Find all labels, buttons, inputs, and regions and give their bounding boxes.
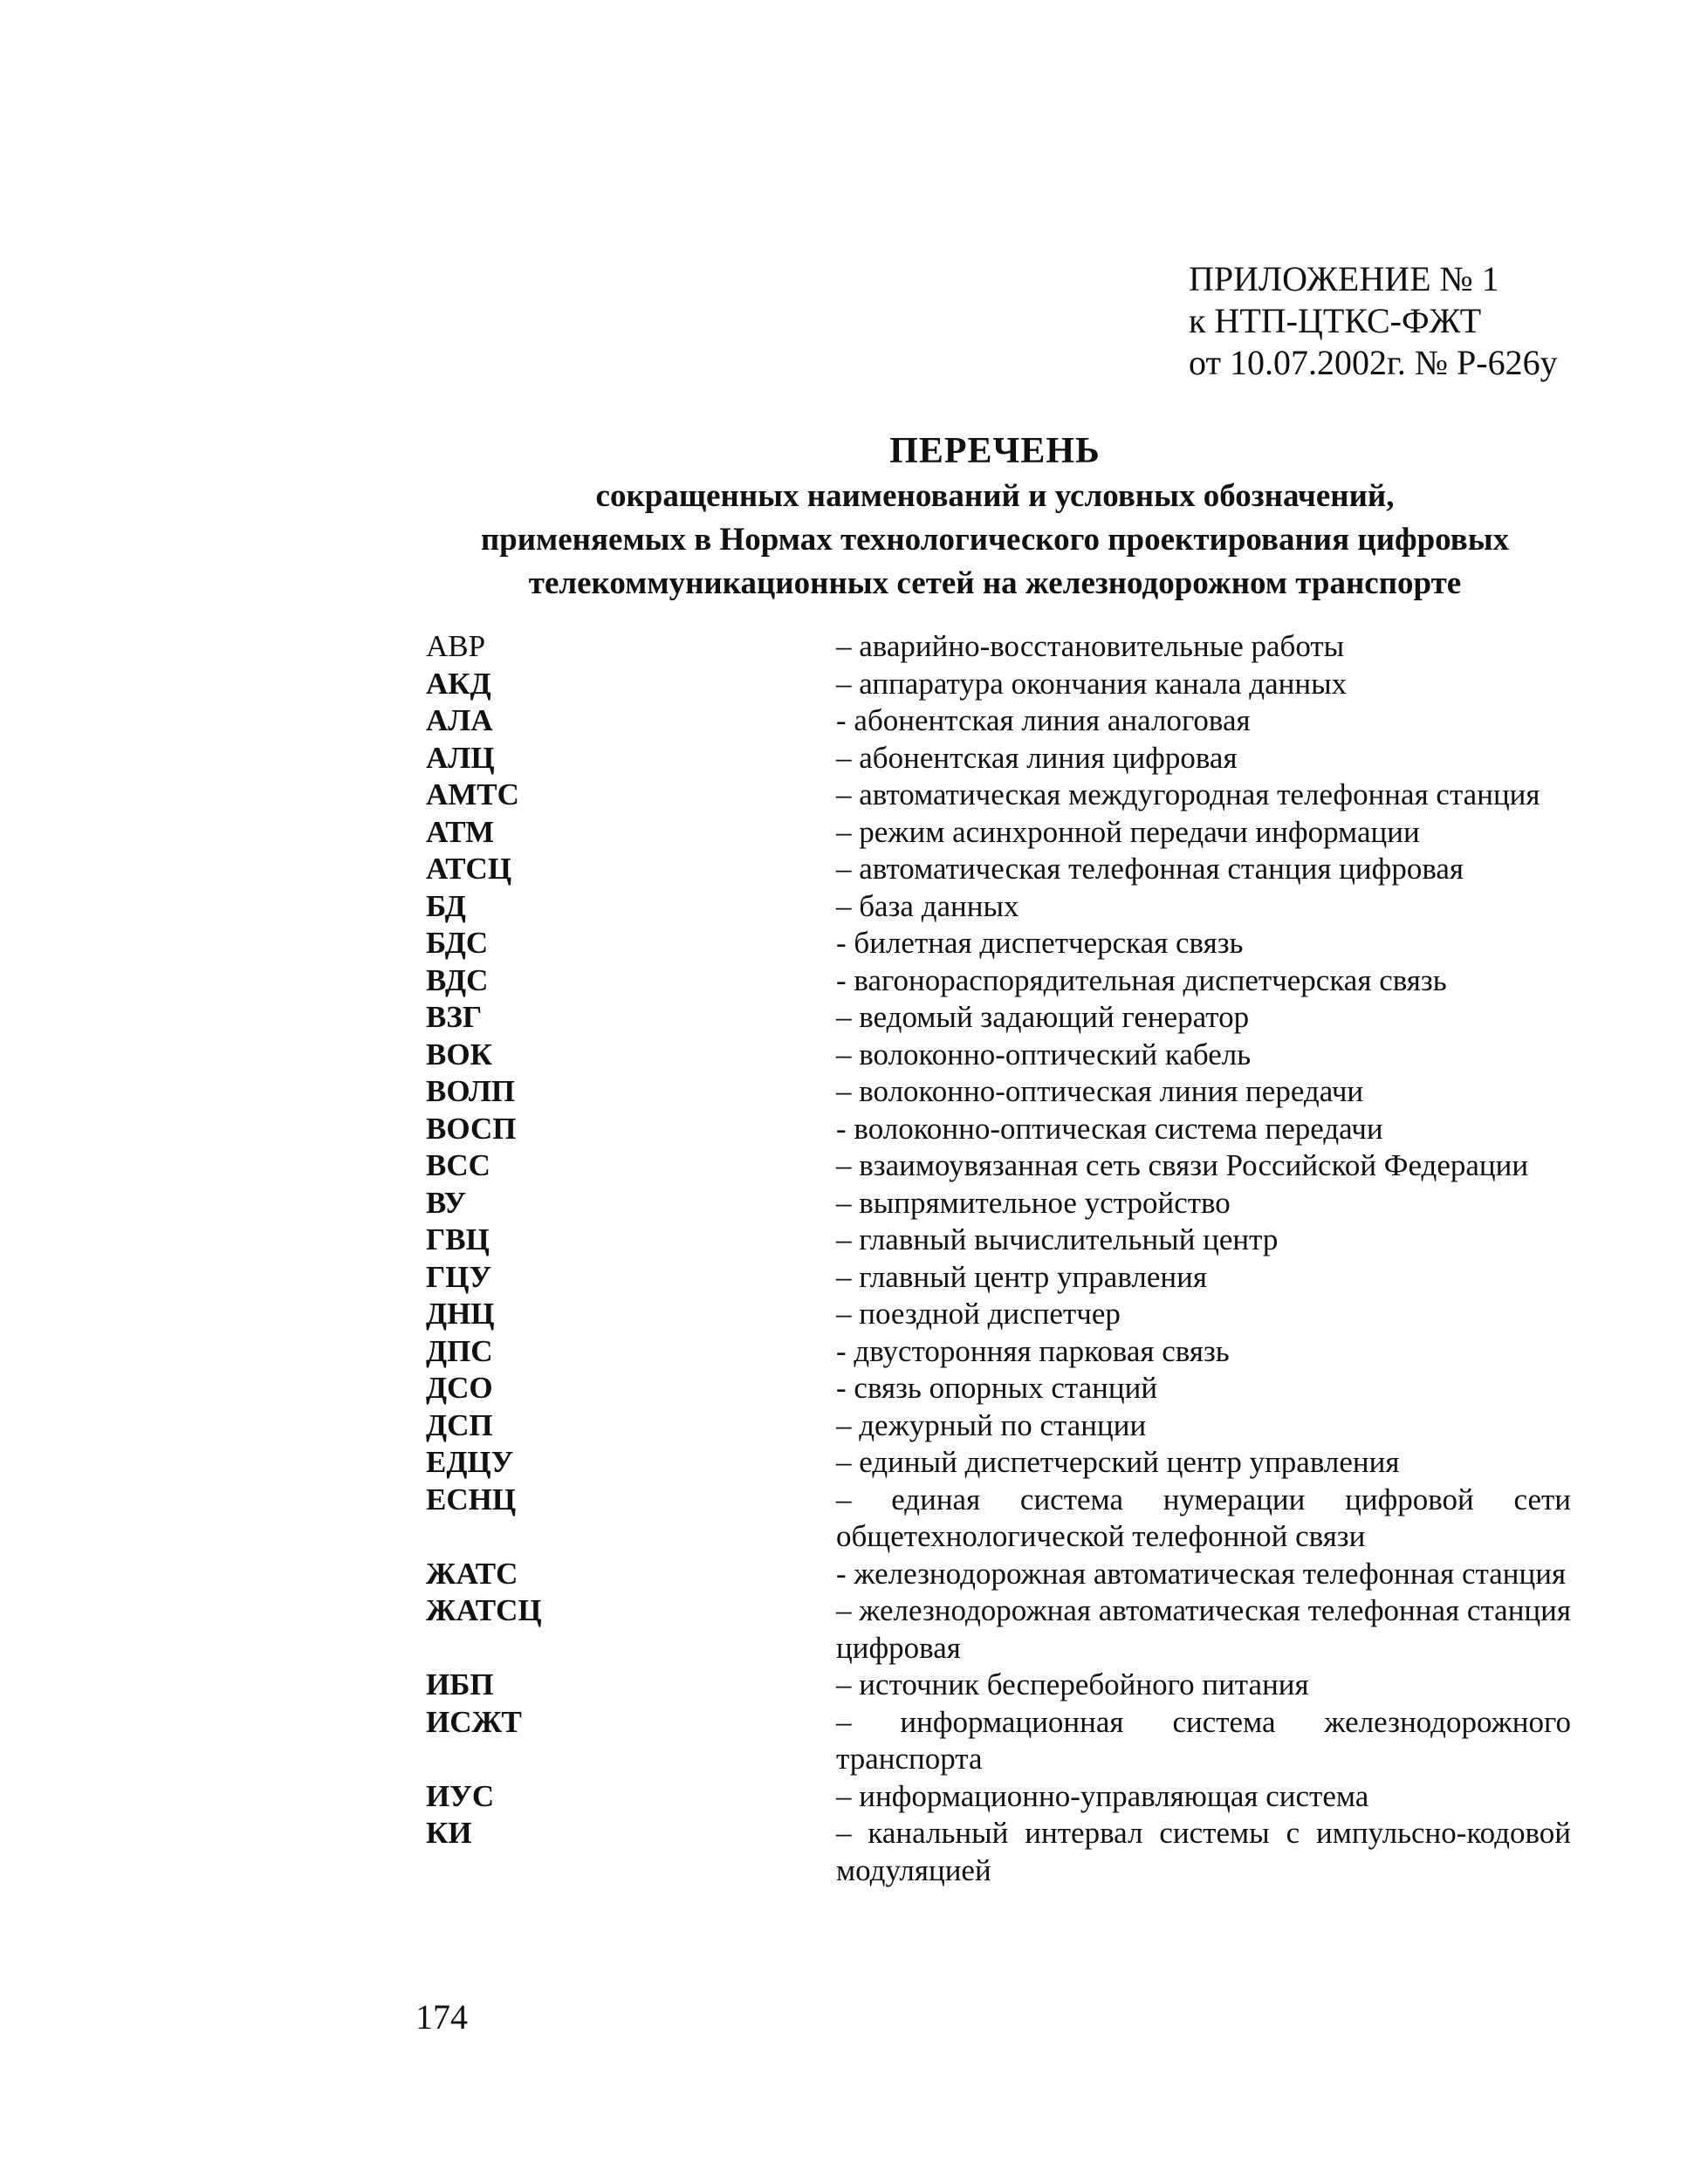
list-item (426, 1407, 1571, 1445)
abbreviation: ВДС (426, 962, 489, 997)
list-item (426, 1259, 1571, 1297)
title-line-3: телекоммуникационных сетей на железнодорожном транспорте (528, 565, 1462, 601)
page-number: 174 (415, 1997, 468, 2037)
appendix-document-ref: к НТП-ЦТКС-ФЖТ (1189, 301, 1482, 340)
title-line-2: применяемых в Нормах технологического проектирования цифровых (480, 522, 1510, 558)
definition: – главный центр управления (836, 1259, 1207, 1294)
abbreviation: ВУ (426, 1185, 467, 1220)
list-item (426, 1592, 1571, 1667)
abbreviation: ГВЦ (426, 1222, 490, 1256)
list-item (426, 1815, 1571, 1889)
abbreviation: ЖАТСЦ (426, 1593, 542, 1627)
list-item (426, 814, 1571, 852)
list-item (426, 777, 1571, 814)
list-item (426, 740, 1571, 777)
abbreviation: ДСО (426, 1371, 493, 1405)
definition: – дежурный по станции (836, 1407, 1147, 1442)
abbreviation-list (426, 628, 1571, 1889)
abbreviation: ЕДЦУ (426, 1445, 514, 1479)
definition: – база данных (836, 888, 1019, 923)
definition: – информационная система железнодорожного транспорта (836, 1704, 1571, 1776)
definition: - абонентская линия аналоговая (836, 703, 1251, 737)
definition: – единый диспетчерский центр управления (836, 1445, 1400, 1479)
document-title (375, 428, 1615, 606)
appendix-number: ПРИЛОЖЕНИЕ № 1 (1189, 259, 1499, 298)
definition: – единая система нумерации цифровой сети общетехнологической телефонной связи (836, 1482, 1571, 1553)
abbreviation: ВОСП (426, 1111, 517, 1146)
abbreviation: ВЗГ (426, 1000, 483, 1034)
list-item (426, 888, 1571, 926)
abbreviation: АЛЦ (426, 740, 495, 775)
list-item (426, 1704, 1571, 1778)
definition: – поездной диспетчер (836, 1297, 1121, 1331)
list-item (426, 962, 1571, 1000)
list-item (426, 925, 1571, 962)
list-item (426, 1185, 1571, 1222)
abbreviation: БДС (426, 926, 489, 960)
list-item (426, 702, 1571, 740)
title-main: ПЕРЕЧЕНЬ (889, 431, 1101, 471)
abbreviation: ВОК (426, 1037, 492, 1071)
definition: – выпрямительное устройство (836, 1185, 1231, 1220)
definition: – информационно-управляющая система (836, 1778, 1369, 1813)
abbreviation: ИБП (426, 1667, 494, 1701)
list-item (426, 1222, 1571, 1259)
abbreviation: АТМ (426, 814, 495, 849)
definition: - связь опорных станций (836, 1371, 1158, 1405)
definition: - билетная диспетчерская связь (836, 926, 1244, 960)
abbreviation: ЕСНЦ (426, 1482, 517, 1516)
definition: – волоконно-оптический кабель (836, 1037, 1252, 1071)
definition: – источник бесперебойного питания (836, 1667, 1309, 1701)
list-item (426, 1444, 1571, 1482)
abbreviation: ГЦУ (426, 1259, 492, 1294)
definition: – автоматическая телефонная станция цифровая (836, 852, 1464, 886)
abbreviation: ВОЛП (426, 1074, 516, 1108)
title-line-1: сокращенных наименований и условных обозначений, (595, 478, 1395, 514)
appendix-header (1189, 258, 1558, 384)
abbreviation: ИУС (426, 1778, 495, 1813)
abbreviation: АКД (426, 666, 491, 701)
list-item (426, 628, 1571, 666)
list-item (426, 1482, 1571, 1556)
definition: – ведомый задающий генератор (836, 1000, 1250, 1034)
abbreviation: ВСС (426, 1148, 490, 1182)
definition: – волоконно-оптическая линия передачи (836, 1074, 1364, 1108)
definition: - вагонораспорядительная диспетчерская связь (836, 962, 1447, 997)
definition: – аппаратура окончания канала данных (836, 666, 1348, 701)
definition: – главный вычислительный центр (836, 1222, 1279, 1256)
appendix-date: от 10.07.2002г. № Р-626у (1189, 343, 1558, 382)
definition: – канальный интервал системы с импульсно-кодовой модуляцией (836, 1816, 1571, 1887)
list-item (426, 851, 1571, 888)
list-item (426, 1111, 1571, 1148)
definition: – автоматическая междугородная телефонная станция (836, 777, 1540, 811)
list-item (426, 1296, 1571, 1333)
definition: – взаимоувязанная сеть связи Российской Федерации (836, 1148, 1529, 1182)
definition: – железнодорожная автоматическая телефонная станция цифровая (836, 1593, 1571, 1665)
list-item (426, 666, 1571, 703)
definition: – режим асинхронной передачи информации (836, 814, 1420, 849)
abbreviation: АМТС (426, 777, 519, 811)
list-item (426, 1037, 1571, 1074)
abbreviation: БД (426, 888, 466, 923)
abbreviation: КИ (426, 1816, 472, 1850)
abbreviation: ЖАТС (426, 1556, 518, 1591)
definition: - волоконно-оптическая система передачи (836, 1111, 1383, 1146)
abbreviation: АЛА (426, 703, 493, 737)
list-item (426, 1556, 1571, 1593)
definition: – аварийно-восстановительные работы (836, 629, 1345, 663)
list-item (426, 1147, 1571, 1185)
list-item (426, 1370, 1571, 1407)
definition: – абонентская линия цифровая (836, 740, 1238, 775)
list-item (426, 1778, 1571, 1816)
abbreviation: ИСЖТ (426, 1704, 522, 1739)
definition: - двусторонняя парковая связь (836, 1333, 1230, 1368)
abbreviation: АВР (426, 629, 486, 663)
abbreviation: АТСЦ (426, 852, 512, 886)
abbreviation: ДСП (426, 1407, 493, 1442)
list-item (426, 1667, 1571, 1704)
abbreviation: ДПС (426, 1333, 493, 1368)
list-item (426, 1333, 1571, 1371)
list-item (426, 1073, 1571, 1111)
list-item (426, 999, 1571, 1037)
definition: - железнодорожная автоматическая телефонная станция (836, 1556, 1567, 1591)
abbreviation: ДНЦ (426, 1297, 495, 1331)
